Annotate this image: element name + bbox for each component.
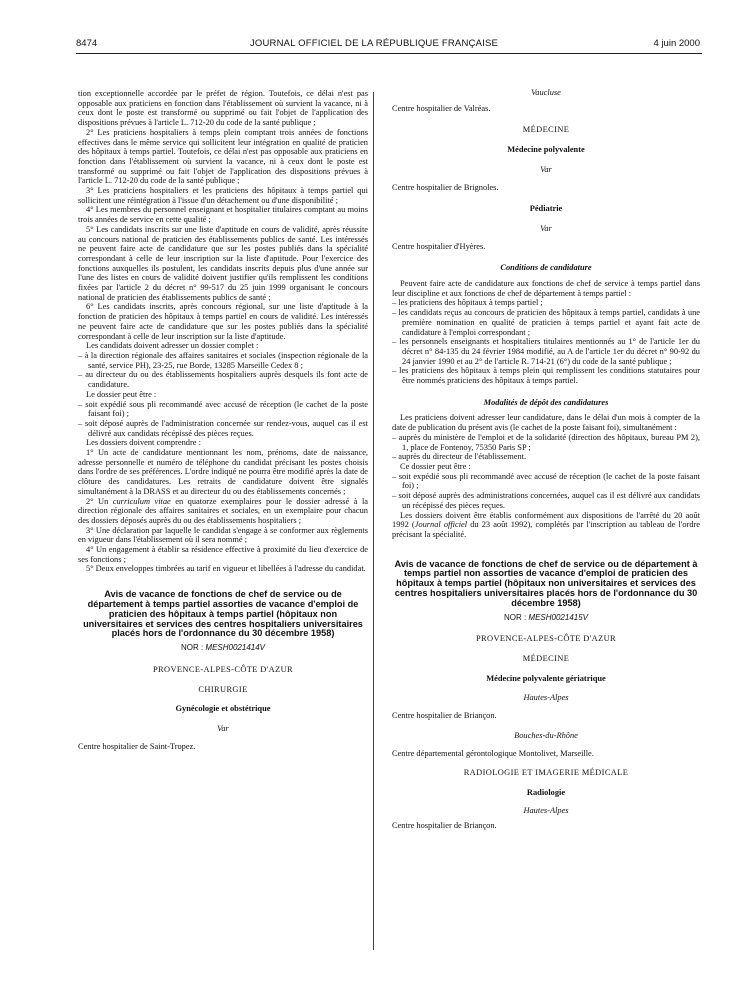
paragraph: 3° Une déclaration par laquelle le candidat s'engage à se conformer aux règlements en vigueur dans l'établissement où il sera nommé ; [78,525,368,545]
department-label: Hautes-Alpes [523,693,569,703]
list-item: – auprès du directeur de l'établissement. [392,452,700,462]
subspecialty-heading: Pédiatrie [529,204,563,214]
subspecialty-heading: Gynécologie et obstétrique [175,704,271,714]
hospital-entry: Centre hospitalier de Valréas. [392,103,491,113]
header-rule [76,53,702,54]
conditions-list [392,298,700,385]
department-label: Var [217,723,229,733]
hospital-entry: Centre hospitalier de Brignoles. [392,182,499,192]
list-item: – les praticiens des hôpitaux à temps plein qui remplissent les conditions statutaires pour être nommés praticiens des hôpitaux à temps partiel. [392,366,700,385]
hospital-entry: Centre hospitalier de Briançon. [392,711,497,721]
dossier-list [78,400,368,439]
text-run: en quatorze exemplaires pour le dossier adressé à la direction régionale des affaires sanitaires et sociales, en un exemplaire pour chacun des dossiers déposés auprès du ou des établissements hospitaliers ; [78,496,368,525]
subspecialty-heading: Médecine polyvalente [507,145,585,155]
specialty-heading: CHIRURGIE [198,684,248,694]
nor-code: MESH0021414V [205,643,266,653]
paragraph: 6° Les candidats inscrits, après concours régional, sur une liste d'aptitude à la fonction de praticien des hôpitaux à temps partiel en cours de validité. Les intéressés ne peuvent faire acte de candidature que sur les postes publiés dans la spécialité correspondant à celle de leur inscription sur la liste d'aptitude. [78,302,368,341]
page-number: 8474 [76,38,98,49]
region-heading: PROVENCE-ALPES-CÔTE D'AZUR [152,664,294,674]
journal-title: JOURNAL OFFICIEL DE LA RÉPUBLIQUE FRANÇAISE [249,38,499,49]
paragraph [392,511,700,540]
paragraph [78,497,368,526]
section-heading: Conditions de candidature [500,263,592,273]
nor-reference [392,613,700,623]
notice-title: Avis de vacance de fonctions de chef de service ou de département à temps partiel assorties de vacance d'emploi de praticien des hôpitaux à temps partiel (hôpitaux non universitaires et services des centres hospitaliers universitaires placés hors de l'ordonnance du 30 décembre 1958) [83,589,363,639]
list-item: – soit déposé auprès de l'administration concernée sur rendez-vous, auquel cas il est délivré aux candidats récépissé des pièces reçues. [78,419,368,438]
nor-reference [78,643,368,653]
paragraph: Les praticiens doivent adresser leur candidature, dans le délai d'un mois à compter de la date de publication du présent avis (le cachet de la poste faisant foi), simultanément : [392,413,700,433]
right-column [392,88,700,831]
paragraph: tion exceptionnelle accordée par le préfet de région. Toutefois, ce délai n'est pas opposable aux praticiens en fonction dans l'établissement où survient la vacance, ni à ceux dont le poste est transformé ou supprimé ou fait l'objet de l'application des dispositions prévues à l'article L. 712-20 du code de la santé publique ; [78,89,368,128]
modalites-list [392,433,700,462]
section-heading: Modalités de dépôt des candidatures [483,397,609,407]
column-divider [373,92,374,950]
list-item: – à la direction régionale des affaires sanitaires et sociales (inspection régionale de la santé, service PH), 23-25, rue Borde, 13285 Marseille Cedex 8 ; [78,351,368,370]
hospital-entry: Centre hospitalier de Briançon. [392,821,497,831]
department-label: Hautes-Alpes [523,805,569,815]
text-run: du 23 août 1992), complétés par l'inscription au tableau de l'ordre précisant la spécialité. [392,520,701,539]
nor-code: MESH0021415V [528,612,589,622]
notice-title: Avis de vacance de fonctions de chef de service ou de département à temps partiel non assorties de vacance d'emploi de praticien des hôpitaux à temps partiel (hôpitaux non universitaires et services des centres hospitaliers universitaires placés hors de l'ordonnance du 30 décembre 1958) [394,558,698,608]
nor-label: NOR : [180,643,206,653]
paragraph: 5° Deux enveloppes timbrées au tarif en vigueur et libellées à l'adresse du candidat. [86,564,366,574]
paragraph: Peuvent faire acte de candidature aux fonctions de chef de service à temps partiel dans leur discipline et aux fonctions de chef de département à temps partiel : [392,279,700,298]
region-heading: PROVENCE-ALPES-CÔTE D'AZUR [475,634,617,644]
paragraph: 2° Les praticiens hospitaliers à temps plein comptant trois années de fonctions effectives dans le même service qui sollicitent leur intégration en qualité de praticien des hôpitaux à temps partiel. Toutefois, ce délai n'est pas opposable aux praticiens en fonction dans l'établissement où survient la vacance, ni à ceux dont le poste est transformé ou supprimé ou fait l'objet de l'application des dispositions prévues à l'article L. 712-20 du code de la santé publique ; [78,127,368,186]
text-run: Les dossiers doivent être établis conformément aux dispositions de l'arrêté du 20 août 1992 ( [392,510,700,530]
hospital-entry: Centre départemental gérontologique Montolivet, Marseille. [392,748,594,758]
list-item: – au directeur du ou des établissements hospitaliers auprès desquels ils font acte de candidature. [78,370,368,389]
list-item: – les personnels enseignants et hospitaliers titulaires mentionnés au 1° de l'article 1er du décret n° 84-135 du 24 février 1984 modifié, au A de l'article 1er du décret n° 90-92 du 24 janvier 1990 et au 2° de l'article R. 714-21 (6°) du code de la santé publique ; [392,337,700,366]
list-item: – soit expédié sous pli recommandé avec accusé de réception (le cachet de la poste faisant foi) ; [78,400,368,419]
text-run: curriculum vitae [112,496,171,506]
page-header [0,38,748,54]
hospital-entry: Centre hospitalier d'Hyères. [392,241,486,251]
dossier-list [392,472,700,511]
paragraph: Le dossier peut être : [86,389,157,399]
list-item: – les candidats reçus au concours de praticien des hôpitaux à temps partiel, candidats à une première nomination en qualité de praticien à temps partiel et ayant fait acte de candidature à l'emploi correspondant ; [392,308,700,337]
paragraph: Les dossiers doivent comprendre : [86,438,201,448]
subspecialty-heading: Radiologie [526,787,566,797]
text-run: Journal officiel [414,520,468,530]
specialty-heading: MÉDECINE [522,125,570,135]
left-column [78,89,368,751]
paragraph: 4° Les membres du personnel enseignant et hospitalier titulaires comptant au moins trois années de service en cette qualité ; [78,205,368,225]
subspecialty-heading: Médecine polyvalente gériatrique [486,673,606,683]
paragraph: 3° Les praticiens hospitaliers et les praticiens des hôpitaux à temps partiel qui sollicitent une réintégration à l'issue d'un détachement ou d'une disponibilité ; [78,186,368,205]
paragraph: 4° Un engagement à établir sa résidence effective à proximité du lieu d'exercice de ses fonctions ; [78,545,368,564]
department-label: Var [540,223,552,233]
list-item: – auprès du ministère de l'emploi et de la solidarité (direction des hôpitaux, bureau PM 2), 1, place de Fontenoy, 75350 Paris SP ; [392,433,700,452]
department-label: Var [540,164,552,174]
paragraph: 5° Les candidats inscrits sur une liste d'aptitude en cours de validité, après réussite au concours national de praticien des établissements publics de santé. Les intéressés ne peuvent faire acte de candidature que sur les postes publiés dans la spécialité correspondant à celle de leur inscription sur la liste d'aptitude. Pour l'exercice des fonctions auxquelles ils postulent, les candidats inscrits depuis plus d'une année sur l'une des listes en cours de validité doivent justifier qu'ils remplissent les conditions fixées par l'article 2 du décret n° 99-517 du 25 juin 1999 organisant le concours national de praticien des établissements publics de santé ; [78,224,368,302]
specialty-heading: MÉDECINE [522,654,570,663]
department-label: Bouches-du-Rhône [514,730,578,740]
address-list [78,351,368,390]
paragraph: Les candidats doivent adresser un dossier complet : [86,341,259,351]
nor-label: NOR : [503,612,529,622]
department-label: Vaucluse [531,88,561,97]
list-item: – soit expédié sous pli recommandé avec accusé de réception (le cachet de la poste faisant foi) ; [392,472,700,491]
paragraph: Ce dossier peut être : [400,461,471,471]
list-item: – soit déposé auprès des administrations concernées, auquel cas il est délivré aux candidats un récépissé des pièces reçues. [392,491,700,510]
issue-date: 4 juin 2000 [653,38,700,49]
specialty-heading: RADIOLOGIE ET IMAGERIE MÉDICALE [463,768,629,778]
text-run: 2° Un [86,496,113,506]
list-item: – les praticiens des hôpitaux à temps partiel ; [392,298,700,308]
paragraph: 1° Un acte de candidature mentionnant les nom, prénoms, date de naissance, adresse personnelle et numéro de téléphone du candidat précisant les postes choisis dans l'ordre de ses préférences. L'ordre indiqué ne pourra être modifié après la date de clôture des candidatures. Les retraits de candidature doivent être signalés simultanément à la DRASS et au directeur du ou des établissements concernés ; [78,448,368,496]
hospital-entry: Centre hospitalier de Saint-Tropez. [78,741,196,751]
